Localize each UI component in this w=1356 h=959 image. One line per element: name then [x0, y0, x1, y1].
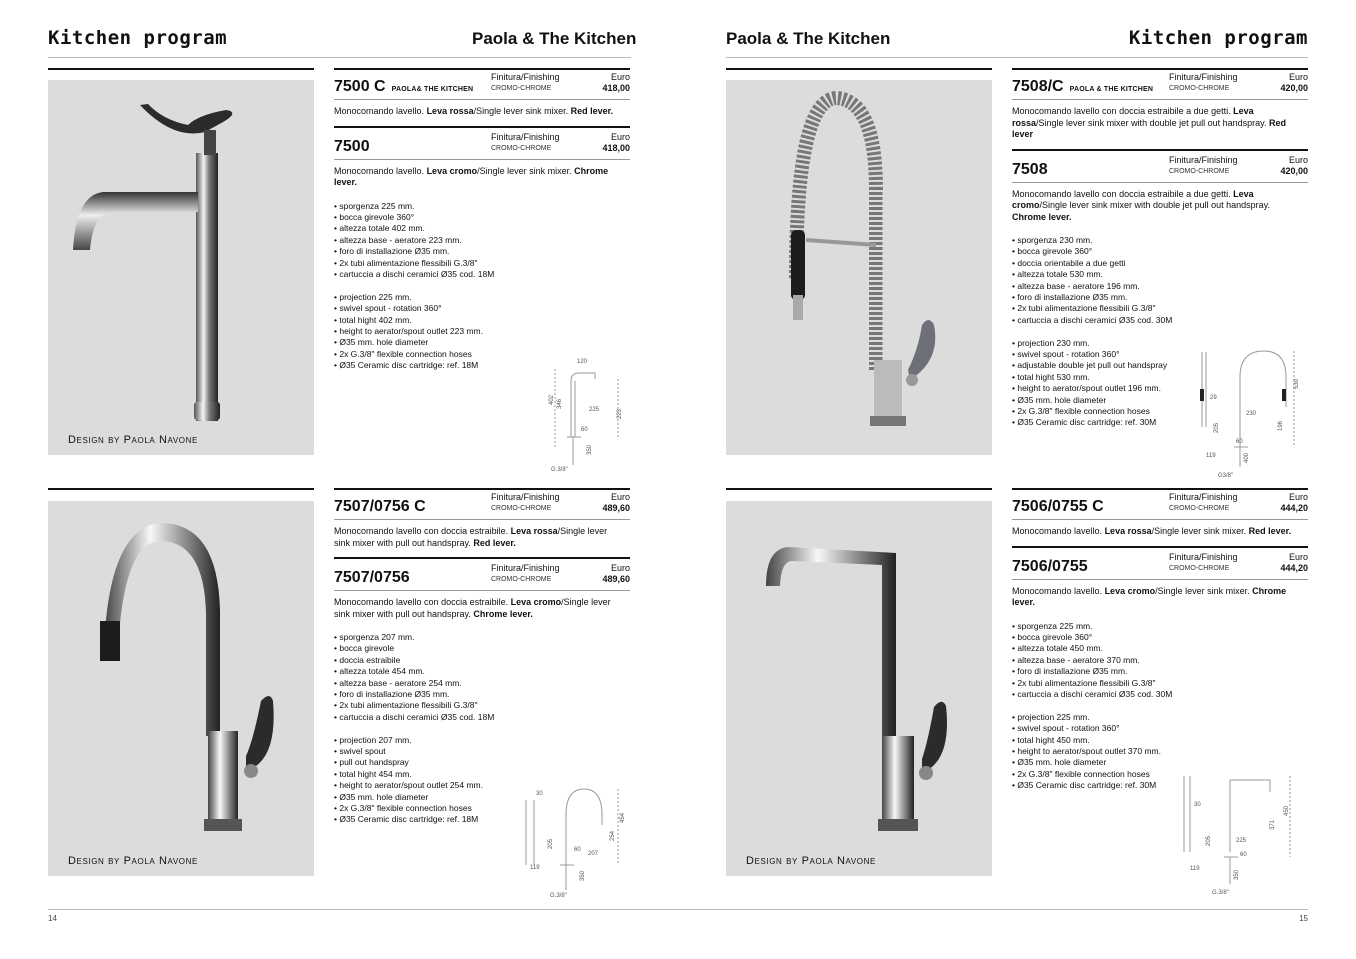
finish-value: CROMO-CHROME — [1169, 167, 1230, 175]
dim-label: 454 — [620, 812, 626, 823]
spec-item: • altezza base - aeratore 196 mm. — [1012, 281, 1308, 292]
dim-label: 60 — [1240, 852, 1247, 858]
spec-item: • sporgenza 225 mm. — [1012, 621, 1308, 632]
spec-item: • altezza totale 530 mm. — [1012, 269, 1308, 280]
spec-item: • sporgenza 225 mm. — [334, 201, 630, 212]
faucet-image — [726, 80, 992, 455]
spec-list — [334, 201, 630, 372]
catalog-title-left: Kitchen program — [48, 27, 228, 49]
currency-label: Euro — [1288, 492, 1308, 502]
section-rule — [48, 68, 314, 70]
finishing-label: Finitura/Finishing — [491, 131, 560, 142]
product-block-7506-0755 — [1012, 488, 1308, 792]
spec-item: • cartuccia a dischi ceramici Ø35 cod. 30M — [1012, 315, 1308, 326]
spec-item: • doccia estraibile — [334, 655, 630, 666]
finish-value: CROMO-CHROME — [491, 576, 552, 583]
currency-label: Euro — [610, 492, 630, 502]
dim-label: 350 — [1234, 869, 1240, 880]
finish-value: CROMO-CHROME — [491, 505, 552, 512]
spec-item: • 2x tubi alimentazione flessibili G.3/8" — [334, 258, 630, 269]
finishing-label: Finitura/Finishing — [1169, 72, 1238, 82]
finishing-label: Finitura/Finishing — [491, 72, 560, 82]
product-description: Monocomando lavello. Leva cromo/Single lever sink mixer. Chrome lever. — [1012, 585, 1287, 607]
dim-label: 30 — [536, 791, 543, 797]
dim-label: 223 — [617, 408, 623, 419]
spec-item: • total hight 530 mm. — [1012, 372, 1308, 383]
dim-label: 225 — [1236, 838, 1247, 844]
price: 418,00 — [602, 83, 630, 93]
spec-spacer — [1012, 700, 1308, 711]
dim-label: G.3/8" — [550, 893, 567, 899]
dim-label: 230 — [1246, 411, 1257, 417]
spec-item: • bocca girevole — [334, 643, 630, 654]
dim-label: 530 — [1294, 378, 1300, 389]
product-photo-7500 — [48, 80, 314, 455]
currency-label: Euro — [610, 563, 630, 573]
spec-item: • 2x tubi alimentazione flessibili G.3/8" — [1012, 678, 1308, 689]
spec-item: • cartuccia a dischi ceramici Ø35 cod. 30M — [1012, 689, 1308, 700]
product-photo-7508 — [726, 80, 992, 455]
spec-item: • height to aerator/spout outlet 254 mm. — [334, 780, 630, 791]
finishing-label: Finitura/Finishing — [491, 492, 560, 502]
dim-label: 60 — [1236, 439, 1243, 445]
price: 444,20 — [1280, 562, 1308, 573]
technical-drawing-7506-0755 — [1178, 772, 1298, 899]
product-tag: PAOLA & THE KITCHEN — [1069, 86, 1154, 93]
dim-label: 350 — [587, 444, 593, 455]
product-tag: PAOLA& THE KITCHEN — [391, 86, 474, 93]
dim-label: 196 — [1278, 420, 1284, 431]
spec-item: • bocca girevole 360° — [334, 212, 630, 223]
dim-label: G.3/8" — [551, 467, 568, 473]
dim-label: 346 — [557, 398, 563, 409]
dim-label: 254 — [610, 830, 616, 841]
product-description: Monocomando lavello. Leva rossa/Single lever sink mixer. Red lever. — [334, 106, 614, 116]
dim-label: 205 — [1214, 422, 1220, 433]
spec-item: • height to aerator/spout outlet 196 mm. — [1012, 383, 1308, 394]
product-code: 7508/C — [1012, 78, 1064, 95]
product-block-7500 — [334, 68, 630, 372]
product-code: 7507/0756 — [334, 569, 410, 586]
spec-item: • altezza base - aeratore 223 mm. — [334, 235, 630, 246]
spec-item: • 2x G.3/8" flexible connection hoses — [334, 349, 630, 360]
dim-label: 371 — [1270, 819, 1276, 830]
dim-label: 119 — [1190, 866, 1200, 872]
spec-item: • 2x G.3/8" flexible connection hoses — [334, 803, 630, 814]
designer-credit: Design by Paola Navone — [68, 855, 198, 867]
product-code: 7506/0755 — [1012, 557, 1088, 575]
spec-item: • adjustable double jet pull out handspray — [1012, 360, 1308, 371]
technical-drawing-7507-0756 — [518, 785, 628, 900]
collection-title-right: Paola & The Kitchen — [726, 29, 891, 48]
product-photo-7507-0756 — [48, 501, 314, 876]
dim-label: 30 — [1194, 802, 1201, 808]
finish-value: CROMO-CHROME — [1169, 564, 1230, 572]
product-code: 7500 — [334, 137, 370, 155]
spec-item: • foro di installazione Ø35 mm. — [1012, 292, 1308, 303]
spec-item: • altezza totale 454 mm. — [334, 666, 630, 677]
spec-item: • projection 207 mm. — [334, 735, 630, 746]
spec-item: • Ø35 mm. hole diameter — [334, 337, 630, 348]
spec-item: • swivel spout - rotation 360° — [334, 303, 630, 314]
finishing-label: Finitura/Finishing — [491, 563, 560, 573]
spec-item: • foro di installazione Ø35 mm. — [334, 689, 630, 700]
spec-item: • height to aerator/spout outlet 223 mm. — [334, 326, 630, 337]
spec-item: • foro di installazione Ø35 mm. — [334, 246, 630, 257]
product-description: Monocomando lavello con doccia estraibile. Leva cromo/Single lever sink mixer with pull out handspray. Chrome lever. — [334, 597, 611, 619]
page-number-left: 14 — [48, 914, 57, 923]
dim-label: 205 — [548, 838, 554, 849]
faucet-image — [48, 501, 314, 876]
currency-label: Euro — [1288, 72, 1308, 82]
designer-credit: Design by Paola Navone — [746, 855, 876, 867]
dim-label: 205 — [1206, 835, 1212, 846]
dim-label: 29 — [1210, 395, 1217, 401]
faucet-image — [726, 501, 992, 876]
product-description: Monocomando lavello. Leva rossa/Single lever sink mixer. Red lever. — [1012, 526, 1292, 536]
dim-label: 207 — [588, 851, 599, 857]
product-code: 7500 C — [334, 78, 386, 95]
finish-value: CROMO-CHROME — [491, 85, 552, 92]
dim-label: 225 — [589, 407, 600, 413]
spec-item: • projection 225 mm. — [1012, 712, 1308, 723]
price: 420,00 — [1280, 165, 1308, 176]
page-number-right: 15 — [1299, 914, 1308, 923]
spec-item: • Ø35 mm. hole diameter — [1012, 395, 1308, 406]
spec-item: • 2x tubi alimentazione flessibili G.3/8" — [334, 700, 630, 711]
spec-list — [1012, 621, 1308, 792]
dim-label: 400 — [1244, 452, 1250, 463]
spec-item: • total hight 402 mm. — [334, 315, 630, 326]
spec-item: • foro di installazione Ø35 mm. — [1012, 666, 1308, 677]
dim-label: 60 — [574, 847, 581, 853]
spec-spacer — [334, 280, 630, 291]
product-code: 7508 — [1012, 160, 1048, 178]
finish-value: CROMO-CHROME — [1169, 505, 1230, 512]
spec-item: • 2x G.3/8" flexible connection hoses — [1012, 406, 1308, 417]
spec-item: • Ø35 Ceramic disc cartridge: ref. 30M — [1012, 417, 1308, 428]
spec-item: • pull out handspray — [334, 757, 630, 768]
product-code: 7507/0756 C — [334, 498, 426, 515]
spec-item: • height to aerator/spout outlet 370 mm. — [1012, 746, 1308, 757]
spec-item: • Ø35 mm. hole diameter — [1012, 757, 1308, 768]
product-code: 7506/0755 C — [1012, 498, 1104, 515]
price: 489,60 — [602, 574, 630, 584]
spec-item: • projection 225 mm. — [334, 292, 630, 303]
dim-label: G3/8" — [1218, 473, 1234, 479]
spec-spacer — [334, 723, 630, 734]
spec-item: • altezza base - aeratore 254 mm. — [334, 678, 630, 689]
dim-label: 60 — [581, 427, 588, 433]
collection-title-left: Paola & The Kitchen — [472, 29, 637, 48]
finishing-label: Finitura/Finishing — [1169, 154, 1238, 165]
spec-item: • total hight 454 mm. — [334, 769, 630, 780]
currency-label: Euro — [610, 131, 630, 142]
spec-item: • cartuccia a dischi ceramici Ø35 cod. 18M — [334, 269, 630, 280]
dim-label: 350 — [580, 870, 586, 881]
dim-label: 120 — [577, 359, 588, 365]
product-block-7507-0756 — [334, 488, 630, 826]
spec-item: • altezza totale 450 mm. — [1012, 643, 1308, 654]
spec-item: • Ø35 Ceramic disc cartridge: ref. 30M — [1012, 780, 1308, 791]
spec-item: • altezza totale 402 mm. — [334, 223, 630, 234]
spec-item: • swivel spout - rotation 360° — [1012, 723, 1308, 734]
spec-item: • altezza base - aeratore 370 mm. — [1012, 655, 1308, 666]
spec-item: • swivel spout - rotation 360° — [1012, 349, 1308, 360]
spec-item: • total hight 450 mm. — [1012, 735, 1308, 746]
spec-item: • Ø35 Ceramic disc cartridge: ref. 18M — [334, 360, 630, 371]
dim-label: 119 — [530, 865, 540, 871]
finishing-label: Finitura/Finishing — [1169, 492, 1238, 502]
product-description: Monocomando lavello con doccia estraibile a due getti. Leva cromo/Single lever sink mixer with double jet pull out handspray. Chrome lever. — [1012, 188, 1270, 222]
product-description: Monocomando lavello con doccia estraibile. Leva rossa/Single lever sink mixer with pull out handspray. Red lever. — [334, 526, 608, 548]
spec-item: • bocca girevole 360° — [1012, 632, 1308, 643]
dim-label: G.3/8" — [1212, 890, 1229, 896]
spec-item: • 2x G.3/8" flexible connection hoses — [1012, 769, 1308, 780]
finishing-label: Finitura/Finishing — [1169, 551, 1238, 562]
product-description: Monocomando lavello. Leva cromo/Single lever sink mixer. Chrome lever. — [334, 165, 609, 187]
currency-label: Euro — [1288, 154, 1308, 165]
product-description: Monocomando lavello con doccia estraibile a due getti. Leva rossa/Single lever sink mixer with double jet pull out handspray. Red lever — [1012, 106, 1287, 139]
dim-label: 119 — [1206, 453, 1216, 459]
spec-item: • sporgenza 207 mm. — [334, 632, 630, 643]
finish-value: CROMO-CHROME — [1169, 85, 1230, 92]
price: 489,60 — [602, 503, 630, 513]
header-rule-right — [726, 57, 1308, 58]
spec-item: • swivel spout — [334, 746, 630, 757]
faucet-image — [48, 80, 314, 455]
dim-label: 450 — [1284, 805, 1290, 816]
section-rule — [726, 488, 992, 490]
spec-item: • Ø35 mm. hole diameter — [334, 792, 630, 803]
finish-value: CROMO-CHROME — [491, 144, 552, 152]
section-rule — [48, 488, 314, 490]
spec-item: • 2x tubi alimentazione flessibili G.3/8" — [1012, 303, 1308, 314]
catalog-title-right: Kitchen program — [1128, 27, 1308, 49]
currency-label: Euro — [610, 72, 630, 82]
spec-item: • bocca girevole 360° — [1012, 246, 1308, 257]
spec-item: • doccia orientabile a due getti — [1012, 258, 1308, 269]
product-photo-7506-0755 — [726, 501, 992, 876]
footer-rule — [48, 909, 1308, 910]
price: 418,00 — [602, 142, 630, 153]
spec-item: • projection 230 mm. — [1012, 338, 1308, 349]
price: 420,00 — [1280, 83, 1308, 93]
dim-label: 402 — [549, 394, 555, 405]
spec-item: • Ø35 Ceramic disc cartridge: ref. 18M — [334, 814, 630, 825]
spec-item: • cartuccia a dischi ceramici Ø35 cod. 18M — [334, 712, 630, 723]
section-rule — [726, 68, 992, 70]
currency-label: Euro — [1288, 551, 1308, 562]
spec-spacer — [1012, 326, 1308, 337]
technical-drawing-7508 — [1196, 347, 1301, 479]
header-rule-left — [48, 57, 631, 58]
price: 444,20 — [1280, 503, 1308, 513]
spec-item: • sporgenza 230 mm. — [1012, 235, 1308, 246]
designer-credit: Design by Paola Navone — [68, 434, 198, 446]
technical-drawing-7500 — [545, 357, 625, 475]
